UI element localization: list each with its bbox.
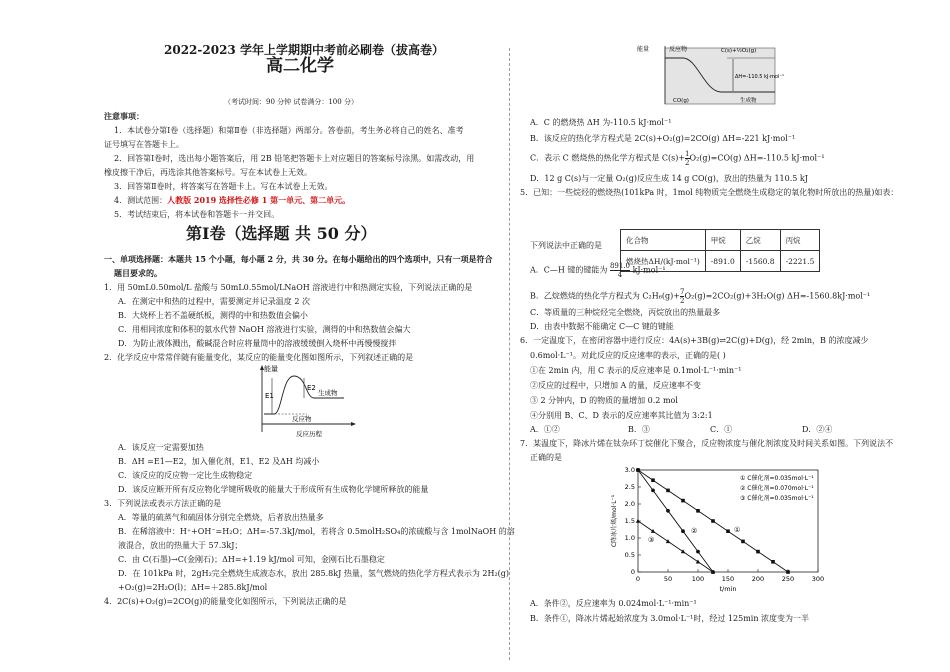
q1-option-c: C．用相同浓度和体积的氨水代替 NaOH 溶液进行实验，测得的中和热数值会偏大 — [118, 325, 411, 334]
q6-option-a: A．①② — [530, 425, 560, 434]
table-cell: -891.0 — [705, 251, 740, 272]
q4-option-b: B．该反应的热化学方程式是 2C(s)+O₂(g)=2CO(g) ΔH=-221 kJ·mol⁻¹ — [530, 134, 796, 143]
data-point-circle — [666, 509, 670, 513]
section-instructions: 一、单项选择题：本题共 15 个小题，每小题 2 分，共 30 分。在每小题给出的四个选项中，只有一项是符合 — [104, 254, 493, 264]
y-tick-label: 0 — [630, 568, 635, 576]
y-tick-label: 2.0 — [624, 500, 635, 508]
q3-option-d: D．在 101kPa 时，2gH₂完全燃烧生成液态水，放出 285.8kJ 热量，氢气燃烧的热化学方程式表示为 2H₂(g) — [118, 569, 510, 578]
y-tick-label: 1.5 — [624, 517, 635, 525]
y-axis-label: C降冰片烯/mol·L⁻¹ — [611, 494, 618, 548]
q2-product-label: 生成物 — [318, 389, 338, 397]
table-header-cell: 化合物 — [621, 230, 706, 251]
q6-option-b: B．③ — [628, 425, 650, 434]
legend-entry-2: ② C催化剂=0.070mol·L⁻¹ — [740, 485, 814, 492]
q5-lead: 下列说法中正确的是 — [530, 241, 602, 250]
x-tick-label: 150 — [721, 575, 735, 583]
q3-option-a: A．等量的硫蒸气和硫固体分别完全燃烧，后者放出热量多 — [118, 513, 324, 522]
q3-option-c: C．由 C(石墨)→C(金刚石)；ΔH=+1.19 kJ/mol 可知，金刚石比石墨稳定 — [118, 555, 385, 564]
x-tick-label: 300 — [811, 575, 825, 583]
q1-option-b: B．大烧杯上若不盖硬纸板，测得的中和热数值会偏小 — [118, 311, 308, 320]
x-axis-label: t/min — [719, 585, 737, 593]
q6-option-d: D．②④ — [802, 425, 833, 434]
data-point-triangle — [681, 549, 685, 553]
note-1b: 证号填写在答题卡上。 — [104, 140, 184, 149]
q6-statement-4: ④分别用 B、C、D 表示的反应速率其比值为 3:2:1 — [530, 411, 713, 420]
q5-a-fraction: $\frac{891.0}{4}$ — [609, 262, 631, 279]
q2-process-label: 反应历程 — [296, 430, 322, 438]
q7-stem-cont: 正确的是 — [530, 453, 562, 462]
q7-option-b: B．条件①，降冰片烯起始浓度为 3.0mol·L⁻¹时，经过 125min 浓度变为一半 — [530, 614, 810, 623]
series-line-2 — [638, 470, 713, 572]
data-point-circle — [651, 489, 655, 493]
note-4: 4．测试范围：人教版 2019 选择性必修 1 第一单元、第二单元。 — [114, 195, 351, 205]
x-tick-label: 250 — [781, 575, 795, 583]
x-tick-label: 100 — [691, 575, 705, 583]
exam-title: 2022-2023 学年上学期期中考前必刷卷（拔高卷） — [164, 43, 444, 57]
subject-title: 高二化学 — [266, 56, 334, 76]
data-point-square — [741, 540, 745, 544]
data-point-triangle — [696, 560, 700, 564]
table-header-row — [621, 230, 820, 251]
q4-energy-label: 能量 — [637, 46, 650, 53]
q4-energy-diagram — [635, 42, 810, 112]
q4-stem: 4．2C(s)+O₂(g)=2CO(g)的能量变化如图所示，下列说法正确的是 — [104, 597, 347, 606]
q1-stem: 1．用 50mL0.50mol/L 盐酸与 50mL0.55mol/LNaOH 溶液进行中和热测定实验，下列说法正确的是 — [104, 283, 473, 292]
q5-stem: 5．已知：一些烷烃的燃烧热(101kPa 时，1mol 纯物质完全燃烧生成稳定的氧化物时所放出的热量)如表： — [520, 188, 899, 197]
q4-option-c: C．表示 C 燃烧热的热化学方程式是 C(s)+ $\frac{1}{2}$ O₂(g)=CO(g) ΔH=-110.5 kJ·mol⁻¹ — [530, 150, 825, 167]
q2-e1-label: E1 — [265, 392, 274, 400]
q6-statement-2: ②反应的过程中，只增加 A 的量，反应速率不变 — [530, 381, 701, 390]
q5-option-a: A．C—H 键的键能为 $\frac{891.0}{4}$ kJ·mol⁻¹ — [530, 262, 666, 279]
q5-b-fraction: $\frac{7}{2}$ — [680, 288, 685, 305]
q7-concentration-chart — [600, 464, 840, 594]
q2-option-c: C．该反应的反应物一定比生成物稳定 — [118, 471, 253, 480]
q1-option-a: A．在测定中和热的过程中，需要测定并记录温度 2 次 — [118, 297, 310, 306]
line-label-1: ① — [734, 526, 741, 535]
data-point-circle — [696, 550, 700, 554]
table-cell: 燃烧热ΔH/(kJ·mol⁻¹) — [621, 251, 706, 272]
y-tick-label: 0.5 — [624, 551, 635, 559]
exam-meta: （考试时间：90 分钟 试卷满分：100 分） — [224, 98, 358, 106]
data-point-circle — [636, 468, 640, 472]
q2-stem: 2．化学反应中常常伴随有能量变化，某反应的能量变化图如图所示，下列叙述正确的是 — [104, 353, 414, 362]
q3-stem: 3．下列说法或表示方法正确的是 — [104, 499, 222, 508]
table-cell: -1560.8 — [740, 251, 780, 272]
table-header-cell: 乙烷 — [740, 230, 780, 251]
note-2b: 橡皮擦干净后，再选涂其他答案标号。写在本试卷上无效。 — [104, 168, 312, 177]
section-instructions-2: 题目要求的。 — [114, 268, 162, 278]
q5-option-c: C．等质量的三种烷烃完全燃烧，丙烷放出的热量最多 — [530, 308, 721, 317]
notes-heading: 注意事项： — [104, 111, 144, 121]
table-header-cell: 丙烷 — [780, 230, 820, 251]
x-tick-label: 200 — [751, 575, 765, 583]
data-point-square — [681, 499, 685, 503]
q7-stem: 7．某温度下，降冰片烯在钛杂环丁烷催化下聚合，反应物浓度与催化剂浓度及时间关系如图。下列说法不 — [520, 439, 894, 448]
q2-x-arrow — [351, 422, 356, 426]
q5-option-d: D．由表中数据不能确定 C—C 键的键能 — [530, 322, 674, 331]
q2-option-b: B．ΔH =E1—E2，加入催化剂，E1、E2 及ΔH 均减小 — [118, 457, 320, 466]
data-point-square — [726, 529, 730, 533]
x-tick-label: 0 — [635, 575, 641, 583]
data-point-triangle — [666, 539, 670, 543]
q2-option-d: D．该反应断开所有反应物化学键所吸收的能量大于形成所有生成物化学键所释放的能量 — [118, 485, 429, 494]
q2-reactant-label: 反应物 — [292, 415, 312, 423]
data-point-triangle — [651, 529, 655, 533]
q6-stem-cont: 0.6mol·L⁻¹。对此反应的反应速率的表示，正确的是( ) — [530, 351, 726, 360]
x-tick-label: 50 — [663, 575, 673, 583]
q5-option-b: B．乙烷燃烧的热化学方程式为 C₂H₆(g)+ $\frac{7}{2}$ O₂(g)=2CO₂(g)+3H₂O(g) ΔH=-1560.8kJ·mol⁻¹ — [530, 288, 871, 305]
data-point-square — [666, 489, 670, 493]
data-point-square — [786, 570, 790, 574]
q4-option-a: A．C 的燃烧热 ΔH 为-110.5 kJ·mol⁻¹ — [530, 118, 672, 127]
note-3: 3．回答第Ⅱ卷时，将答案写在答题卡上。写在本试卷上无效。 — [114, 182, 333, 191]
note-2a: 2．回答第Ⅰ卷时，选出每小题答案后，用 2B 铅笔把答题卡上对应题目的答案标号涂黑。如需改动，用 — [114, 154, 475, 163]
q2-energy-diagram — [252, 362, 362, 440]
y-tick-label: 2.5 — [624, 483, 635, 491]
y-tick-label: 1.0 — [624, 534, 635, 542]
q2-option-a: A．该反应一定需要加热 — [118, 443, 204, 452]
q4-option-d: D．12 g C(s)与一定量 O₂(g)反应生成 14 g CO(g)，放出的热量为 110.5 kJ — [530, 174, 808, 183]
q4-reactant-label: 反应物 — [669, 46, 688, 53]
q4-bottom-species: CO(g) — [673, 98, 689, 104]
legend-entry-1: ① C催化剂=0.035mol·L⁻¹ — [740, 475, 814, 482]
q6-stem: 6．一定温度下，在密闭容器中进行反应：4A(s)+3B(g)⇌2C(g)+D(g)，经 2min，B 的浓度减少 — [520, 336, 869, 345]
table-cell: -2221.5 — [780, 251, 820, 272]
q6-statement-1: ①在 2min 内，用 C 表示的反应速率是 0.1mol·L⁻¹·min⁻¹ — [530, 366, 742, 375]
q4-top-species: C(s)+½O₂(g) — [721, 48, 757, 54]
data-point-square — [696, 509, 700, 513]
q6-statement-3: ③ 2 分钟内，D 的物质的量增加 0.2 mol — [530, 396, 678, 405]
series-line-3 — [638, 521, 713, 572]
q2-e2-label: E2 — [307, 384, 316, 392]
chart-marks — [636, 468, 790, 574]
q7-option-a: A．条件②，反应速率为 0.024mol·L⁻¹·min⁻¹ — [530, 599, 697, 608]
data-point-square — [756, 550, 760, 554]
q3-option-d-cont: +O₂(g)=2H₂O(l)；ΔH=＋285.8kJ/mol — [118, 583, 268, 592]
q2-energy-label: 能量 — [264, 365, 278, 373]
q1-option-d: D．为防止液体溅出，酸碱混合时应将量筒中的溶液缓缓倒入烧杯中再慢慢搅拌 — [118, 339, 397, 348]
data-point-square — [711, 519, 715, 523]
q4-dh-label: ΔH=-110.5 kJ·mol⁻¹ — [735, 74, 784, 80]
q3-option-b: B．在稀溶液中：H⁺+OH⁻=H₂O；ΔH=-57.3kJ/mol，若将含 0.5molH₂SO₄的浓硫酸与含 1molNaOH 的溶 — [118, 527, 515, 536]
line-label-2: ② — [691, 527, 698, 536]
q4-product-label: 生成物 — [740, 98, 757, 104]
y-tick-label: 3.0 — [624, 466, 635, 474]
section-title: 第Ⅰ卷（选择题 共 50 分） — [186, 224, 377, 243]
legend-entry-3: ③ C催化剂=0.035mol·L⁻¹ — [740, 495, 814, 502]
table-header-cell: 甲烷 — [705, 230, 740, 251]
q6-option-c: C．① — [710, 425, 733, 434]
q3-option-b-cont: 液混合，放出的热量大于 57.3kJ； — [118, 541, 243, 550]
data-point-square — [651, 478, 655, 482]
scope-highlight: 人教版 2019 选择性必修 1 第一单元、第二单元。 — [167, 195, 351, 205]
note-1a: 1．本试卷分第Ⅰ卷（选择题）和第Ⅱ卷（非选择题）两部分。答卷前，考生务必将自己的姓名、准考 — [114, 126, 464, 135]
data-point-square — [771, 560, 775, 564]
data-point-circle — [681, 529, 685, 533]
line-label-3: ③ — [648, 536, 655, 544]
q4-c-fraction: $\frac{1}{2}$ — [685, 150, 690, 167]
note-5: 5．考试结束后，将本试卷和答题卡一并交回。 — [114, 210, 280, 219]
column-divider — [509, 48, 510, 660]
